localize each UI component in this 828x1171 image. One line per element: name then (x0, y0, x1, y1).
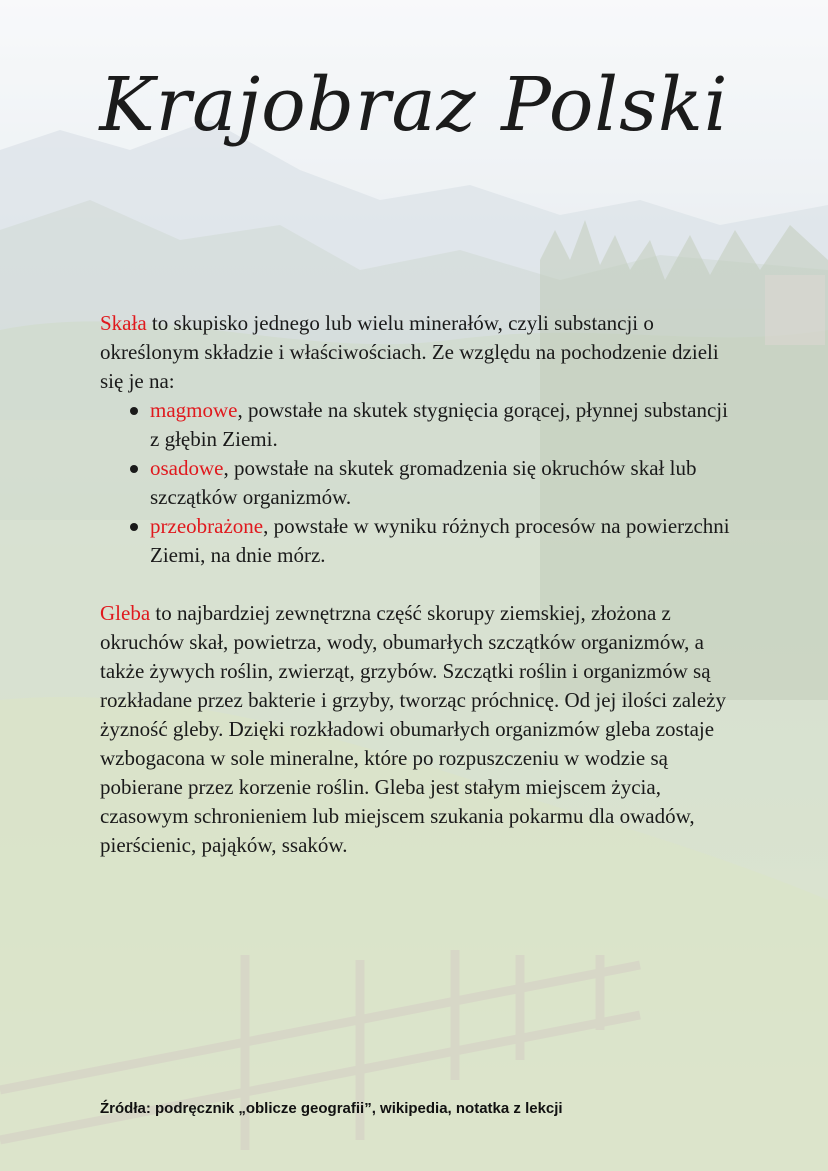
soil-definition (100, 599, 740, 860)
rock-kind-term: osadowe (150, 456, 224, 480)
soil-text: to najbardziej zewnętrzna część skorupy ziemskiej, złożona z okruchów skał, powietrza, wody, obumarłych szczątków organizmów, a także żywych roślin, zwierząt, grzybów. Szczątki roślin i organizmów są rozkładane przez bakterie i grzyby, tworząc próchnicę. Od jej ilości zależy żyzność gleby. Dzięki rozkładowi obumarłych organizmów gleba zostaje wzbogacona w sole mineralne, które po rozpuszczeniu w wodzie są pobierane przez korzenie roślin. Gleba jest stałym miejscem życia, czasowym schronieniem lub miejscem szukania pokarmu dla owadów, pierścienic, pająków, ssaków. (100, 601, 726, 857)
rock-term: Skała (100, 311, 147, 335)
soil-term: Gleba (100, 601, 151, 625)
main-content (100, 309, 740, 860)
list-item (128, 512, 740, 570)
rock-kind-desc: , powstałe na skutek gromadzenia się okruchów skał lub szczątków organizmów. (150, 456, 697, 509)
rock-kinds-list (100, 396, 740, 570)
rock-kind-desc: , powstałe na skutek stygnięcia gorącej, płynnej substancji z głębin Ziemi. (150, 398, 728, 451)
rock-kind-desc: , powstałe w wyniku różnych procesów na powierzchni Ziemi, na dnie mórz. (150, 514, 730, 567)
rock-definition (100, 309, 740, 396)
rock-kind-term: przeobrażone (150, 514, 264, 538)
sources-footer: Źródła: podręcznik „oblicze geografii”, wikipedia, notatka z lekcji (100, 1100, 563, 1117)
list-item (128, 454, 740, 512)
rock-kind-term: magmowe (150, 398, 238, 422)
page-title: Krajobraz Polski (99, 62, 729, 148)
list-item (128, 396, 740, 454)
rock-intro: to skupisko jednego lub wielu minerałów, czyli substancji o określonym składzie i właściwościach. Ze względu na pochodzenie dzieli się je na: (100, 311, 719, 393)
